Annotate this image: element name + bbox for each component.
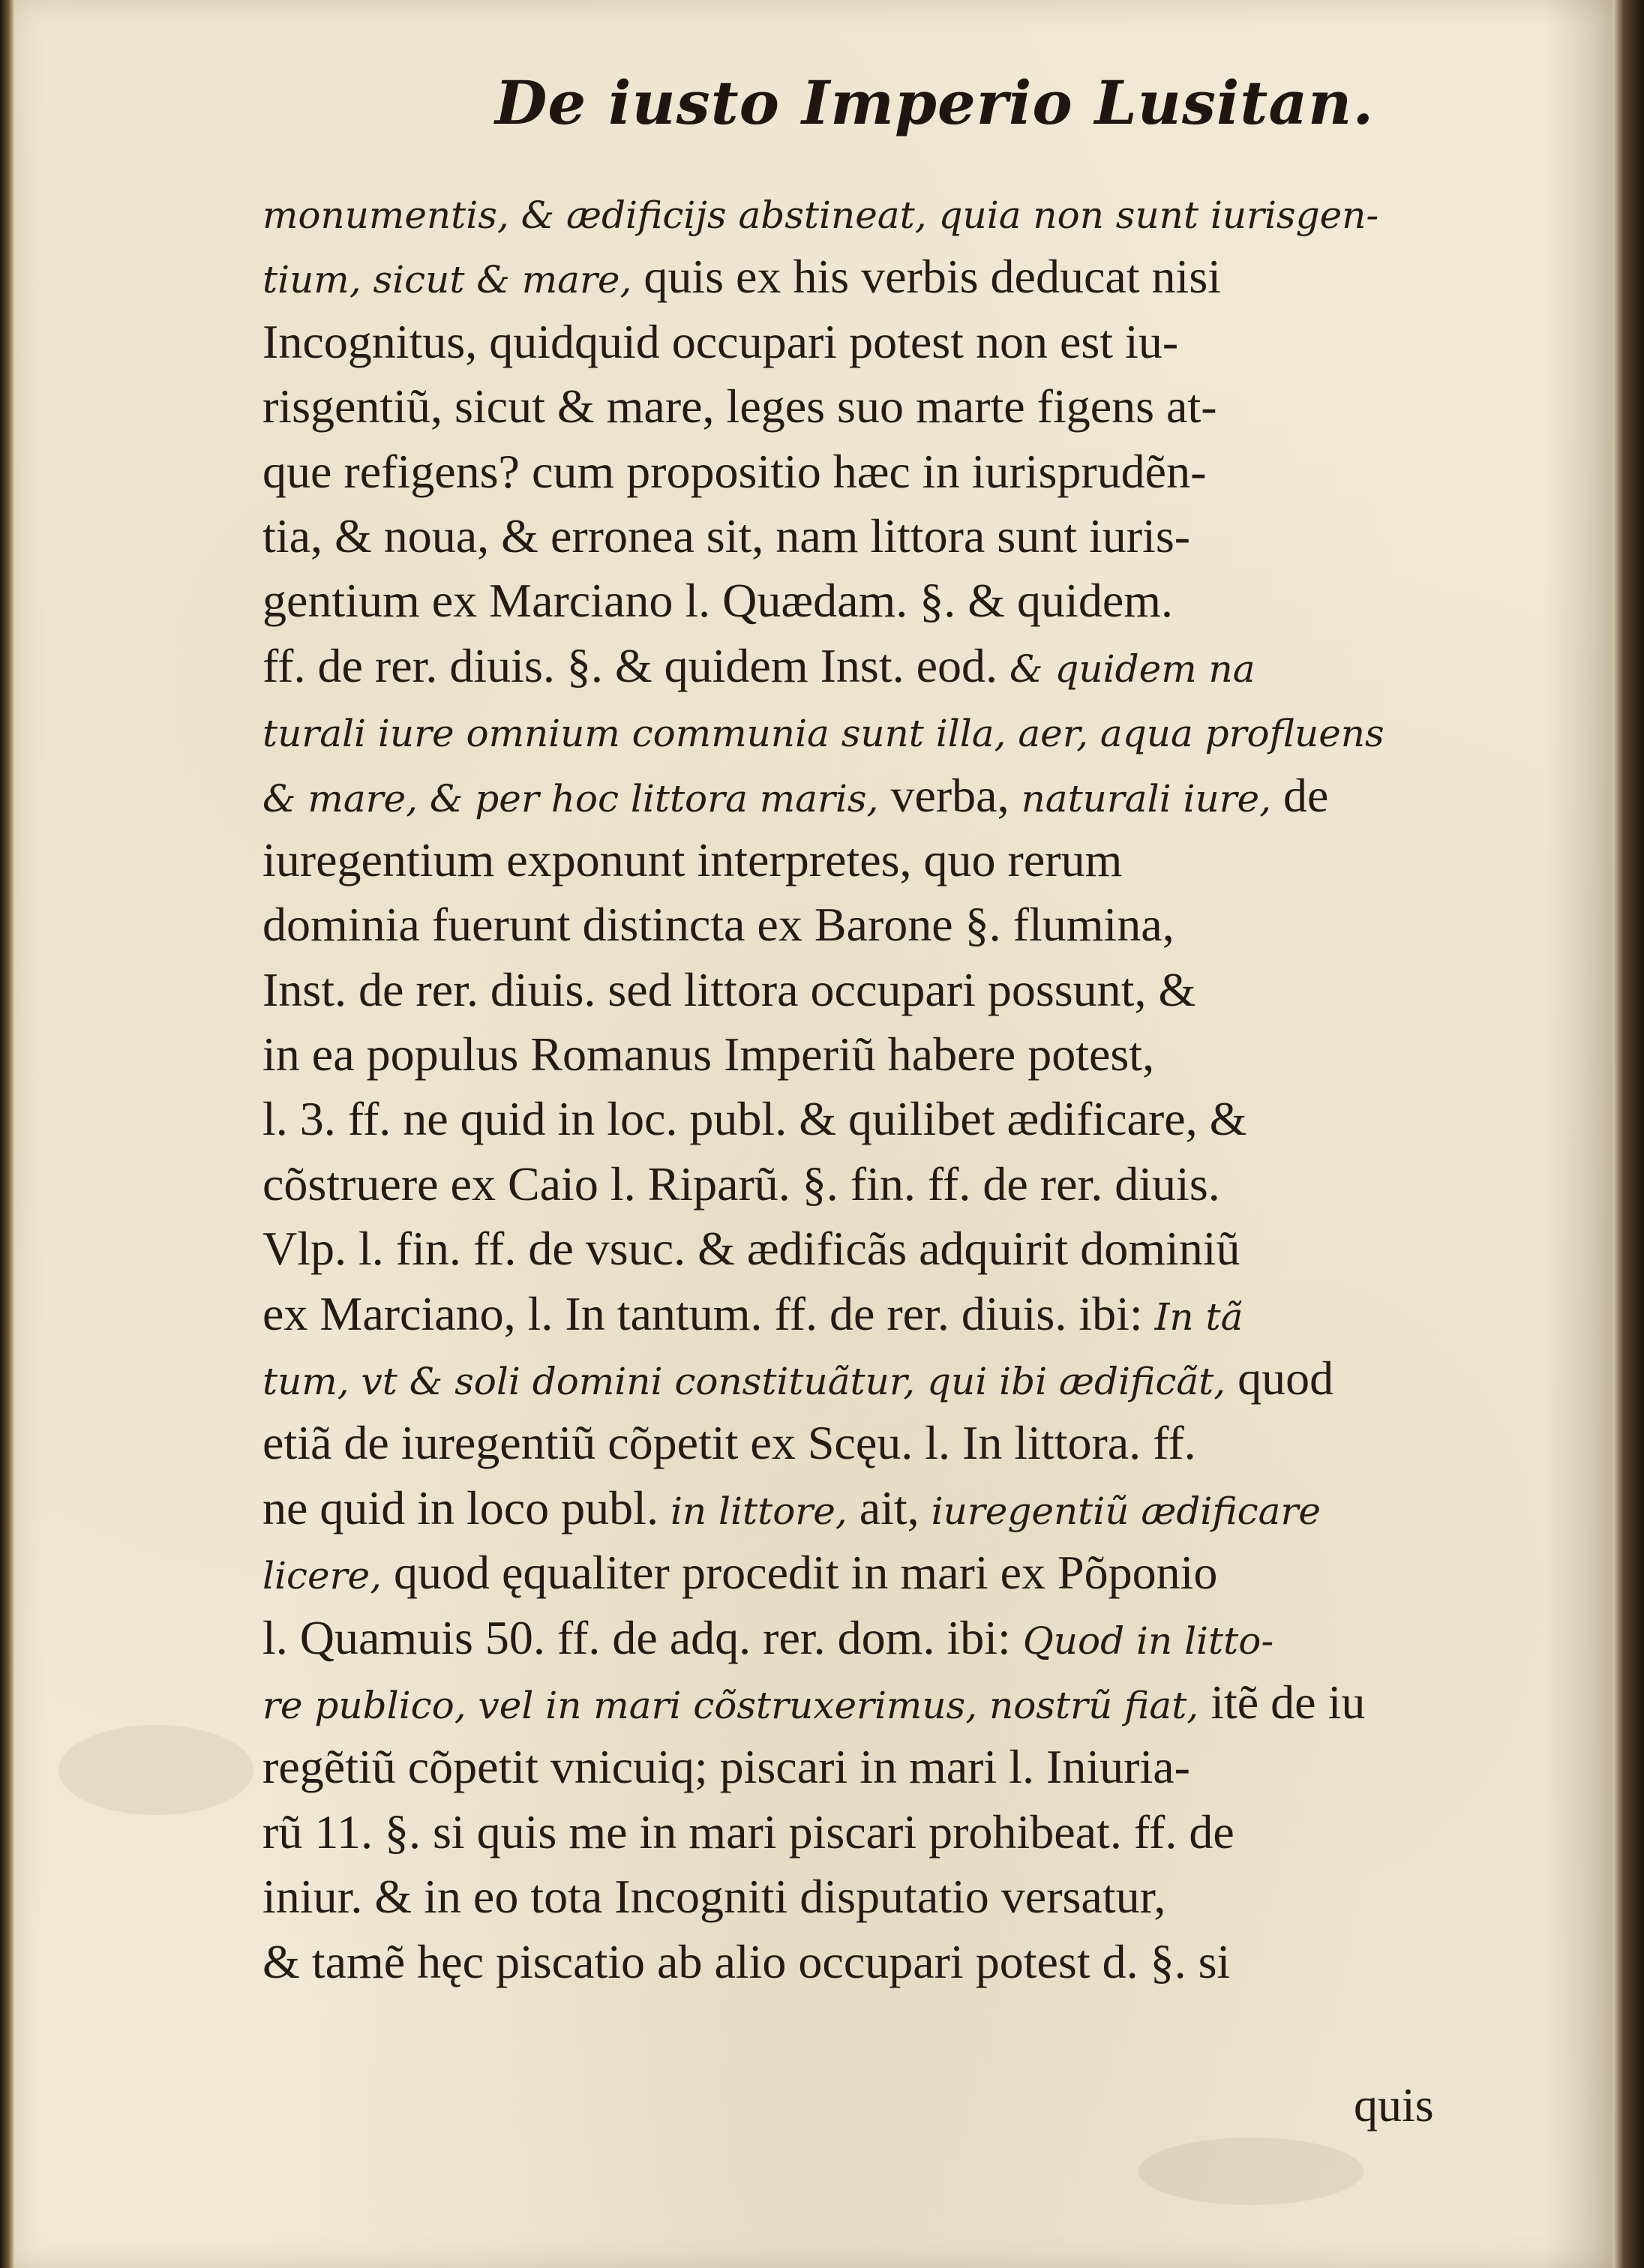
text-segment: regẽtiũ cõpetit vnicuiq; piscari in mari l. Iniuria-	[262, 1740, 1190, 1794]
italic-segment: re publico, vel in mari cõstruxerimus, nostrũ fiat,	[262, 1683, 1199, 1727]
italic-segment: In tã	[1154, 1294, 1244, 1339]
page-left-edge	[0, 0, 14, 2268]
italic-segment: Quod in litto-	[1022, 1618, 1274, 1663]
italic-segment: iuregentiũ ædificare	[931, 1489, 1321, 1533]
text-segment: quod ęqualiter procedit in mari ex Põponio	[381, 1546, 1218, 1600]
text-segment: l. 3. ff. ne quid in loc. publ. & quilibet ædificare, &	[262, 1092, 1247, 1146]
text-segment: risgentiũ, sicut & mare, leges suo marte figens at-	[262, 380, 1217, 434]
italic-segment: tum, vt & soli domini constituãtur, qui ibi ædificãt,	[262, 1360, 1226, 1404]
text-segment: que refigens? cum propositio hæc in iurisprudẽn-	[262, 444, 1207, 498]
text-segment: iniur. & in eo tota Incogniti disputatio versatur,	[262, 1870, 1166, 1924]
text-segment: ait,	[847, 1480, 932, 1534]
text-segment: quis ex his verbis deducat nisi	[632, 250, 1221, 304]
catchword: quis	[1354, 2078, 1434, 2132]
text-segment: ff. de rer. diuis. §. & quidem Inst. eod.	[262, 638, 1010, 692]
text-segment: iuregentium exponunt interpretes, quo rerum	[262, 832, 1123, 886]
text-line	[262, 568, 1478, 633]
text-line	[262, 1411, 1478, 1475]
text-segment: rũ 11. §. si quis me in mari piscari prohibeat. ff. de	[262, 1804, 1234, 1858]
text-line	[262, 1670, 1478, 1735]
italic-segment: & mare, & per hoc littora maris,	[262, 776, 879, 820]
text-segment: & tamẽ hęc piscatio ab alio occupari potest d. §. si	[262, 1934, 1231, 1988]
text-line	[262, 1022, 1478, 1087]
body-text	[262, 180, 1478, 1994]
text-line	[262, 310, 1478, 374]
text-line	[262, 244, 1478, 309]
text-line	[262, 1476, 1478, 1540]
text-line	[262, 1864, 1478, 1929]
text-segment: Vlp. l. fin. ff. de vsuc. & ædificãs adquirit dominiũ	[262, 1222, 1240, 1276]
text-line	[262, 1152, 1478, 1216]
text-line	[262, 892, 1478, 957]
text-segment: cõstruere ex Caio l. Riparũ. §. fin. ff. de rer. diuis.	[262, 1156, 1220, 1210]
text-line	[262, 1282, 1478, 1346]
page-right-edge	[1612, 0, 1644, 2268]
italic-segment: & quidem na	[1010, 646, 1256, 691]
text-line	[262, 958, 1478, 1022]
text-line	[262, 828, 1478, 892]
text-segment: Inst. de rer. diuis. sed littora occupari possunt, &	[262, 962, 1196, 1016]
text-segment: tia, & noua, & erronea sit, nam littora sunt iuris-	[262, 508, 1191, 562]
text-line	[262, 634, 1478, 698]
text-line	[262, 1346, 1478, 1411]
text-line	[262, 1930, 1478, 1994]
text-segment: dominia fuerunt distincta ex Barone §. flumina,	[262, 898, 1174, 952]
italic-segment: tium, sicut & mare,	[262, 258, 632, 302]
text-line	[262, 1216, 1478, 1281]
text-line	[262, 440, 1478, 504]
paper-stain	[58, 1725, 254, 1815]
text-segment: ne quid in loco publ.	[262, 1480, 670, 1534]
text-segment: Incognitus, quidquid occupari potest non est iu-	[262, 314, 1179, 368]
text-line	[262, 1540, 1478, 1605]
text-line	[262, 698, 1478, 763]
text-line	[262, 1800, 1478, 1864]
text-line	[262, 504, 1478, 568]
text-segment: gentium ex Marciano l. Quædam. §. & quidem.	[262, 574, 1173, 628]
text-line	[262, 1735, 1478, 1799]
text-line	[262, 180, 1478, 244]
gutter-shade	[1545, 0, 1612, 2268]
text-line	[262, 764, 1478, 828]
text-segment: itẽ de iu	[1198, 1675, 1366, 1729]
running-header: De iusto Imperio Lusitan.	[495, 68, 1375, 138]
italic-segment: monumentis, & ædificijs abstineat, quia non sunt iurisgen-	[262, 194, 1379, 237]
text-line	[262, 1087, 1478, 1151]
italic-segment: naturali iure,	[1021, 776, 1272, 820]
text-segment: etiã de iuregentiũ cõpetit ex Scęu. l. In littora. ff.	[262, 1416, 1196, 1470]
text-line	[262, 1606, 1478, 1670]
text-segment: ex Marciano, l. In tantum. ff. de rer. diuis. ibi:	[262, 1286, 1155, 1340]
italic-segment: turali iure omnium communia sunt illa, aer, aqua profluens	[262, 712, 1384, 756]
text-line	[262, 374, 1478, 439]
paper-stain	[1138, 2138, 1364, 2205]
text-segment: quod	[1226, 1352, 1334, 1406]
text-segment: verba,	[878, 768, 1022, 822]
text-segment: de	[1271, 768, 1329, 822]
italic-segment: in littore,	[670, 1489, 848, 1533]
text-segment: in ea populus Romanus Imperiũ habere potest,	[262, 1028, 1155, 1082]
italic-segment: licere,	[262, 1554, 382, 1598]
text-segment: l. Quamuis 50. ff. de adq. rer. dom. ibi:	[262, 1610, 1023, 1664]
